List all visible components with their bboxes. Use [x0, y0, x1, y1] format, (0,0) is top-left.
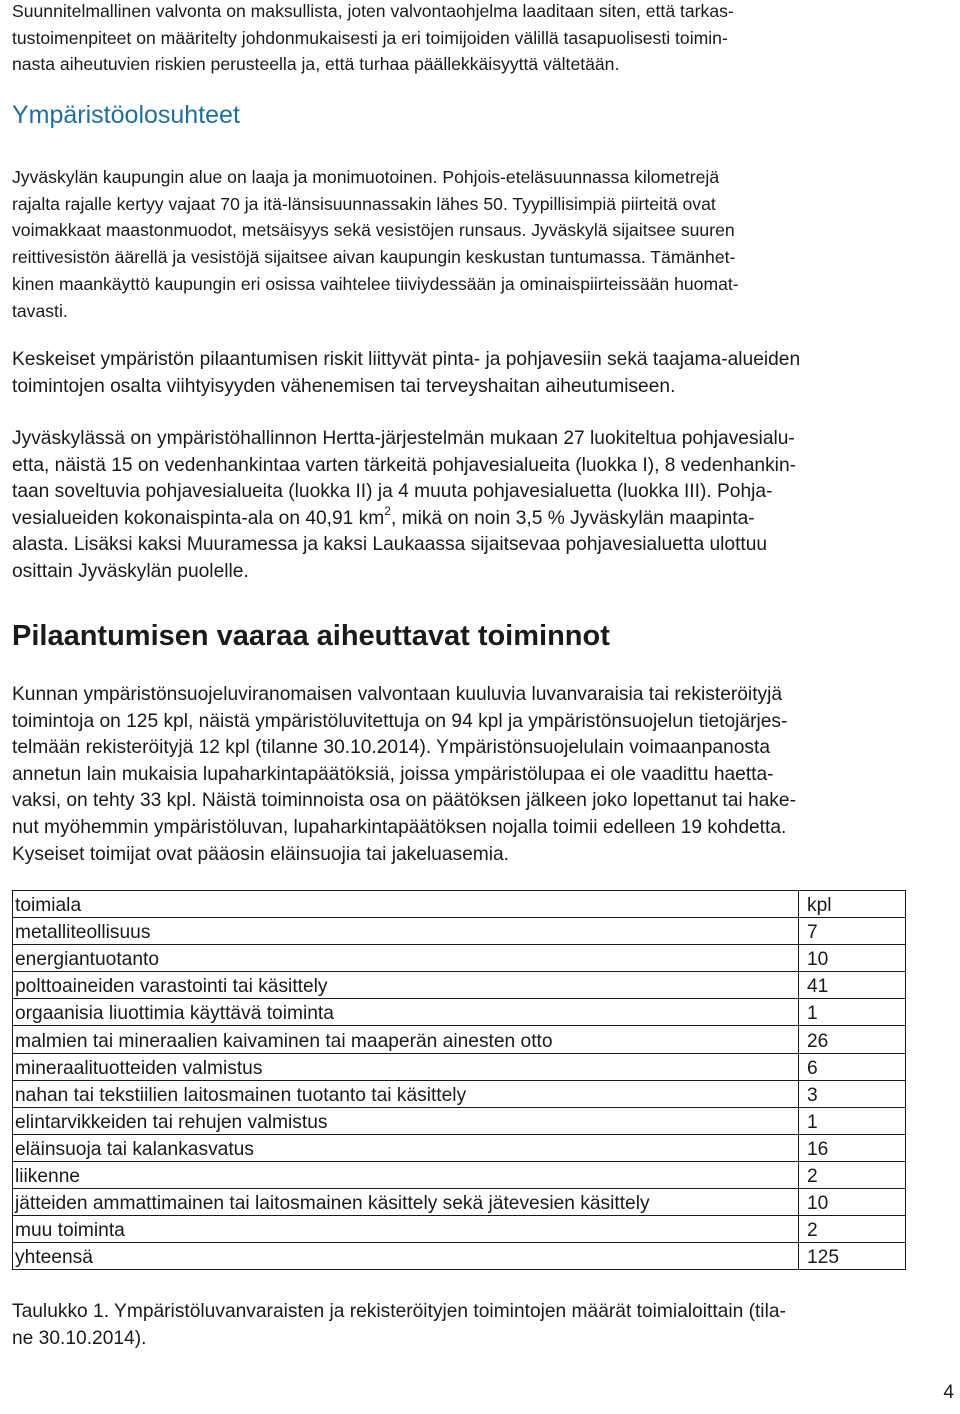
environment-paragraph-1: [12, 164, 739, 324]
table-row: [13, 1107, 906, 1134]
text-line: Jyväskylän kaupungin alue on laaja ja monimuotoinen. Pohjois-eteläsuunnassa kilometrejä: [12, 167, 720, 187]
text-line: toimintoja on 125 kpl, näistä ympäristöluvitettuja on 94 kpl ja ympäristönsuojelun tietojärjes-: [12, 710, 788, 732]
environment-paragraph-2: [12, 347, 800, 400]
text-line: reittivesistön äärellä ja vesistöjä sijaitsee aivan kaupungin keskustan tuntumassa. Tämänhet-: [12, 247, 736, 268]
table-cell-count: 10: [799, 945, 906, 972]
text-line: nasta aiheutuvien riskien perusteella ja, että turhaa päällekkäisyyttä vältetään.: [12, 54, 620, 75]
area-text-continued: , mikä on noin 3,5 % Jyväskylän maapinta-: [390, 507, 755, 529]
table-row: [13, 918, 906, 945]
table-cell-activity: malmien tai mineraalien kaivaminen tai maaperän ainesten otto: [13, 1026, 799, 1053]
text-line: nut myöhemmin ympäristöluvan, lupaharkintapäätöksen nojalla toimii edelleen 19 kohdetta.: [12, 816, 787, 838]
table-cell-count: 41: [799, 972, 906, 999]
section-heading-activities: Pilaantumisen vaaraa aiheuttavat toiminnot: [12, 620, 610, 652]
text-line: taan soveltuvia pohjavesialueita (luokka II) ja 4 muuta pohjavesialuetta (luokka III). Pohja-: [12, 481, 773, 503]
table-cell-count: 2: [799, 1216, 906, 1243]
table-row: [13, 945, 906, 972]
text-line: kinen maankäyttö kaupungin eri osissa vaihtelee tiiviydessään ja ominaispiirteissään huomat-: [12, 273, 739, 294]
table-cell-count: 1: [799, 1107, 906, 1134]
table-cell-activity: nahan tai tekstiilien laitosmainen tuotanto tai käsittely: [13, 1080, 799, 1107]
table-cell-count: 1: [799, 999, 906, 1026]
text-line: Keskeiset ympäristön pilaantumisen riskit liittyvät pinta- ja pohjavesiin sekä taajama-alueiden: [12, 349, 801, 370]
table-header-name: toimiala: [13, 891, 799, 918]
table-cell-count: 125: [799, 1243, 906, 1270]
table-cell-count: 3: [799, 1080, 906, 1107]
table-cell-activity: orgaanisia liuottimia käyttävä toiminta: [13, 999, 799, 1026]
table-row: [13, 1134, 906, 1161]
table-row: [13, 1189, 906, 1216]
table-cell-count: 2: [799, 1161, 906, 1188]
text-line: osittain Jyväskylän puolelle.: [12, 560, 249, 582]
text-line: tavasti.: [12, 300, 68, 321]
table-row: [13, 1161, 906, 1188]
text-line: etta, näistä 15 on vedenhankintaa varten tärkeitä pohjavesialueita (luokka I), 8 vedenhankin-: [12, 454, 796, 476]
table-cell-count: 6: [799, 1053, 906, 1080]
text-line: vaksi, on tehty 33 kpl. Näistä toiminnoista osa on päätöksen jälkeen joko lopettanut tai hake-: [12, 790, 796, 812]
page-number: 4: [943, 1382, 954, 1403]
text-line: [12, 503, 796, 533]
text-line: toimintojen osalta viihtyisyyden vähenemisen tai terveyshaitan aiheutumiseen.: [12, 375, 676, 397]
text-line: Kyseiset toimijat ovat pääosin eläinsuojia tai jakeluasemia.: [12, 843, 510, 865]
table-cell-activity: muu toiminta: [13, 1216, 799, 1243]
area-text: vesialueiden kokonaispinta-ala on 40,91 km: [12, 507, 385, 529]
text-line: tustoimenpiteet on määritelty johdonmukaisesti ja eri toimijoiden välillä tasapuolisesti toimin-: [12, 27, 728, 48]
table-cell-activity: liikenne: [13, 1161, 799, 1188]
table-cell-count: 10: [799, 1189, 906, 1216]
table-header-count: kpl: [799, 891, 906, 918]
table-row: [13, 972, 906, 999]
text-line: telmään rekisteröityjä 12 kpl (tilanne 30.10.2014). Ympäristönsuojelulain voimaanpanosta: [12, 737, 770, 759]
table-row: [13, 1026, 906, 1053]
text-line: Kunnan ympäristönsuojeluviranomaisen valvontaan kuuluvia luvanvaraisia tai rekisteröityjä: [12, 684, 783, 705]
table-header-row: [13, 891, 906, 918]
table-cell-activity: jätteiden ammattimainen tai laitosmainen käsittely sekä jätevesien käsittely: [13, 1189, 799, 1216]
table-cell-count: 16: [799, 1134, 906, 1161]
text-line: Suunnitelmallinen valvonta on maksullista, joten valvontaohjelma laaditaan siten, että tarkas-: [12, 1, 734, 21]
caption-line: Taulukko 1. Ympäristöluvanvaraisten ja rekisteröityjen toimintojen määrät toimialoittain (tila-: [12, 1301, 786, 1322]
text-line: voimakkaat maastonmuodot, metsäisyys sekä vesistöjen runsaus. Jyväskylä sijaitsee suuren: [12, 220, 735, 241]
table-caption: [12, 1298, 786, 1352]
table-row: [13, 1216, 906, 1243]
groundwater-paragraph: [12, 426, 796, 586]
activities-table: [12, 890, 906, 1270]
text-line: annetun lain mukaisia lupaharkintapäätöksiä, joissa ympäristölupaa ei ole vaadittu haetta-: [12, 763, 774, 785]
table-cell-activity: energiantuotanto: [13, 945, 799, 972]
table-cell-activity: metalliteollisuus: [13, 918, 799, 945]
table-cell-activity: mineraalituotteiden valmistus: [13, 1053, 799, 1080]
text-line: Jyväskylässä on ympäristöhallinnon Hertta-järjestelmän mukaan 27 luokiteltua pohjavesialu-: [12, 428, 795, 449]
text-line: alasta. Lisäksi kaksi Muuramessa ja kaksi Laukaassa sijaitsevaa pohjavesialuetta ulottuu: [12, 534, 768, 556]
caption-line: ne 30.10.2014).: [12, 1328, 147, 1349]
table-cell-activity: elintarvikkeiden tai rehujen valmistus: [13, 1107, 799, 1134]
table-row: [13, 1053, 906, 1080]
activities-paragraph: [12, 682, 796, 868]
text-line: rajalta rajalle kertyy vajaat 70 ja itä-länsisuunnassakin lähes 50. Tyypillisimpiä piirteitä ovat: [12, 193, 716, 214]
table-row: [13, 999, 906, 1026]
table-row: [13, 1080, 906, 1107]
section-heading-environment: Ympäristöolosuhteet: [12, 101, 240, 129]
table-cell-activity: polttoaineiden varastointi tai käsittely: [13, 972, 799, 999]
table-cell-activity: yhteensä: [13, 1243, 799, 1270]
table-cell-activity: eläinsuoja tai kalankasvatus: [13, 1134, 799, 1161]
superscript: 2: [384, 503, 391, 518]
table-cell-count: 7: [799, 918, 906, 945]
table-row: [13, 1243, 906, 1270]
table-cell-count: 26: [799, 1026, 906, 1053]
intro-paragraph: [12, 0, 734, 78]
